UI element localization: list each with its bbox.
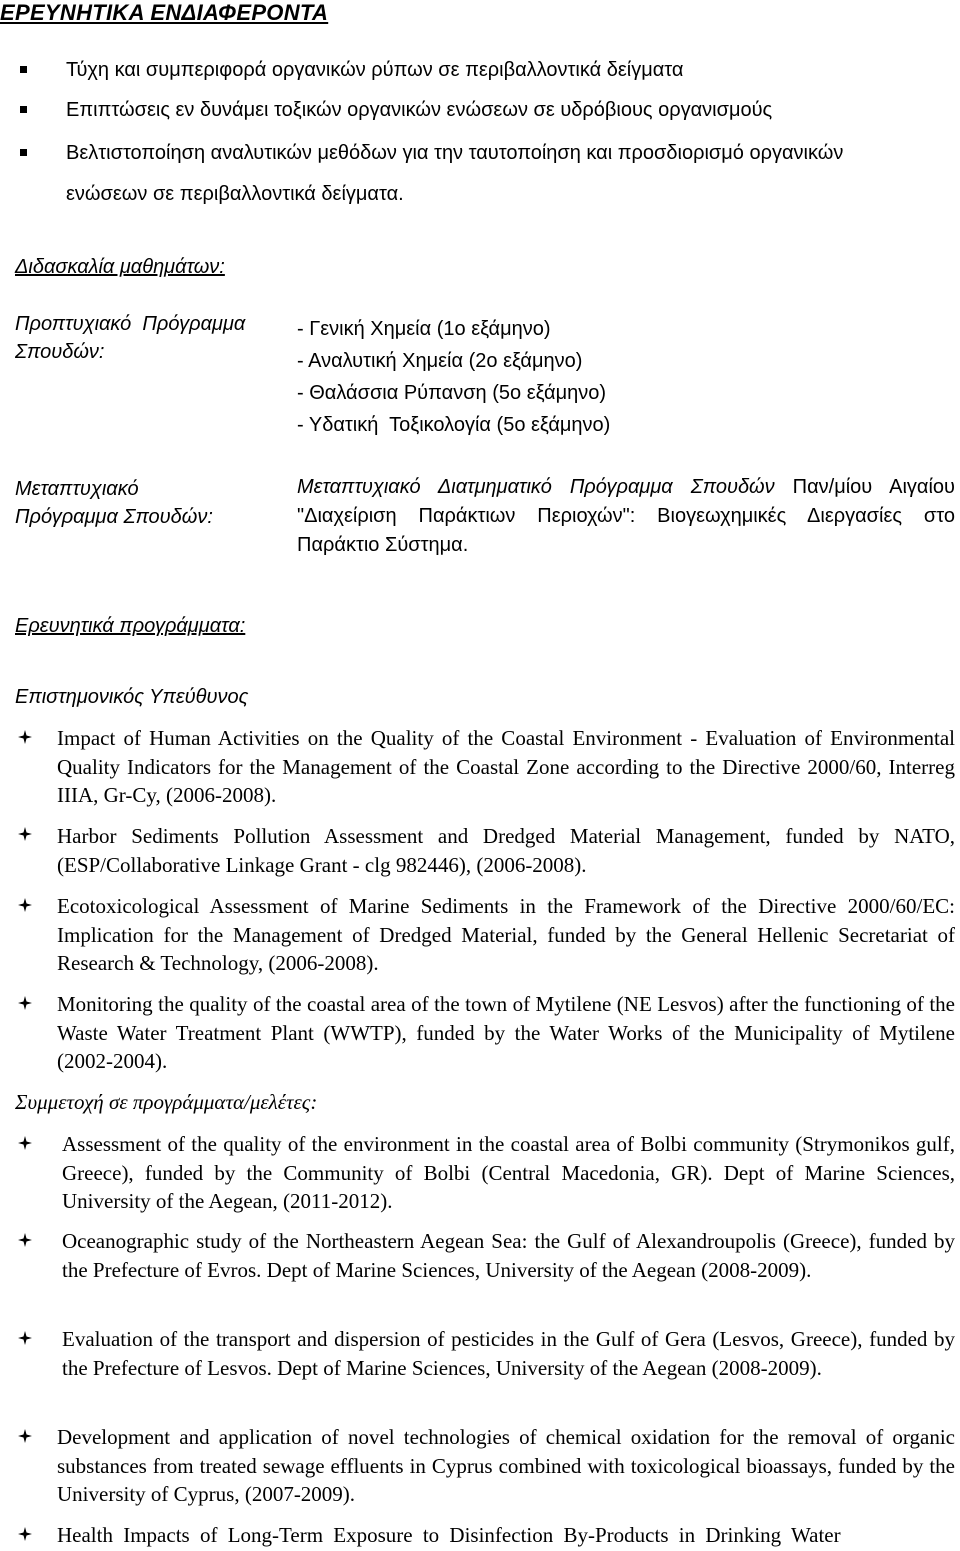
course-item: - Αναλυτική Χημεία (2ο εξάμηνο) (297, 350, 583, 372)
undergrad-label-line: Προπτυχιακό Πρόγραμμα (15, 313, 246, 335)
participation-item (62, 1325, 955, 1382)
undergrad-label (15, 310, 285, 366)
participation-heading: Συμμετοχή σε προγράμματα/μελέτες: (15, 1090, 318, 1114)
bullet-icon (18, 1331, 32, 1345)
course-item: - Υδατική Τοξικολογία (5ο εξάμηνο) (297, 414, 611, 436)
postgrad-program-title: Μεταπτυχιακό Διατμηματικό Πρόγραμμα Σπουδών (297, 476, 775, 498)
participation-item (62, 1227, 955, 1284)
project-text: Health Impacts of Long-Term Exposure to Disinfection By-Products in Drinking Water (57, 1523, 841, 1547)
page-title: ΕΡΕΥΝΗΤΙΚΑ ΕΝΔΙΑΦΕΡΟΝΤΑ (0, 0, 329, 25)
pi-project-item (57, 990, 955, 1076)
participation-item (57, 1521, 955, 1550)
bullet-icon (18, 898, 32, 912)
undergrad-label-line: Σπουδών: (15, 341, 105, 363)
project-text: Evaluation of the transport and dispersion of pesticides in the Gulf of Gera (Lesvos, Greece), funded by the Prefecture of Lesvos. Dept of Marine Sciences, University of the Aegean (2008-2009). (62, 1327, 955, 1380)
postgrad-program-details: Παν/μίου Αιγαίου "Διαχείριση Παράκτιων Περιοχών": Βιογεωχημικές Διεργασίες στο Παράκτιο Σύστημα. (297, 476, 955, 556)
project-text: Harbor Sediments Pollution Assessment and Dredged Material Management, funded by NATO, (ESP/Collaborative Linkage Grant - clg 982446), (2006-2008). (57, 824, 955, 877)
bullet-icon (20, 66, 27, 73)
participation-item (62, 1130, 955, 1216)
pi-project-item (57, 822, 955, 879)
bullet-icon (18, 1527, 32, 1541)
course-item: - Γενική Χημεία (1ο εξάμηνο) (297, 318, 551, 340)
project-text: Monitoring the quality of the coastal area of the town of Mytilene (NE Lesvos) after the functioning of the Waste Water Treatment Plant (WWTP), funded by the Water Works of the Municipality of Mytilene (2002-2004). (57, 992, 955, 1073)
pi-project-item (57, 724, 955, 810)
postgrad-label (15, 475, 285, 531)
interest-item: Επιπτώσεις εν δυνάμει τοξικών οργανικών ενώσεων σε υδρόβιους οργανισμούς (66, 99, 773, 121)
course-list (297, 313, 610, 441)
pi-project-item (57, 892, 955, 978)
bullet-icon (18, 730, 32, 744)
bullet-icon (18, 827, 32, 841)
bullet-icon (18, 1233, 32, 1247)
bullet-icon (18, 1136, 32, 1150)
project-text: Ecotoxicological Assessment of Marine Sediments in the Framework of the Directive 2000/60/EC: Implication for the Management of Dredged Material, funded by the General Hellenic Secretariat of Research & Technology, (2006-2008). (57, 894, 955, 975)
bullet-icon (18, 1429, 32, 1443)
interest-item-continuation: ενώσεων σε περιβαλλοντικά δείγματα. (66, 183, 404, 205)
project-text: Development and application of novel technologies of chemical oxidation for the removal of organic substances from treated sewage effluents in Cyprus combined with toxicological bioassays, funded by the University of Cyprus, (2007-2009). (57, 1425, 955, 1506)
participation-item (57, 1423, 955, 1509)
postgrad-program (297, 473, 955, 560)
teaching-heading: Διδασκαλία μαθημάτων: (15, 256, 225, 278)
interest-item: Τύχη και συμπεριφορά οργανικών ρύπων σε περιβαλλοντικά δείγματα (66, 59, 684, 81)
course-item: - Θαλάσσια Ρύπανση (5ο εξάμηνο) (297, 382, 607, 404)
project-text: Assessment of the quality of the environment in the coastal area of Bolbi community (Strymonikos gulf, Greece), funded by the Community of Bolbi (Central Macedonia, GR). Dept of Marine Sciences, University of the Aegean, (2011-2012). (62, 1132, 955, 1213)
postgrad-label-line: Πρόγραμμα Σπουδών: (15, 506, 213, 528)
research-heading: Ερευνητικά προγράμματα: (15, 615, 246, 637)
project-text: Impact of Human Activities on the Quality of the Coastal Environment - Evaluation of Environmental Quality Indicators for the Management of the Coastal Zone according to the Directive 2000/60, Interreg IIIA, Gr-Cy, (2006-2008). (57, 726, 955, 807)
bullet-icon (18, 996, 32, 1010)
bullet-icon (20, 106, 27, 113)
interest-item: Βελτιστοποίηση αναλυτικών μεθόδων για την ταυτοποίηση και προσδιορισμό οργανικών (66, 142, 844, 164)
postgrad-label-line: Μεταπτυχιακό (15, 478, 139, 500)
pi-heading: Επιστημονικός Υπεύθυνος (15, 686, 249, 708)
bullet-icon (20, 149, 27, 156)
project-text: Oceanographic study of the Northeastern Aegean Sea: the Gulf of Alexandroupolis (Greece), funded by the Prefecture of Evros. Dept of Marine Sciences, University of the Aegean (2008-2009). (62, 1229, 955, 1282)
